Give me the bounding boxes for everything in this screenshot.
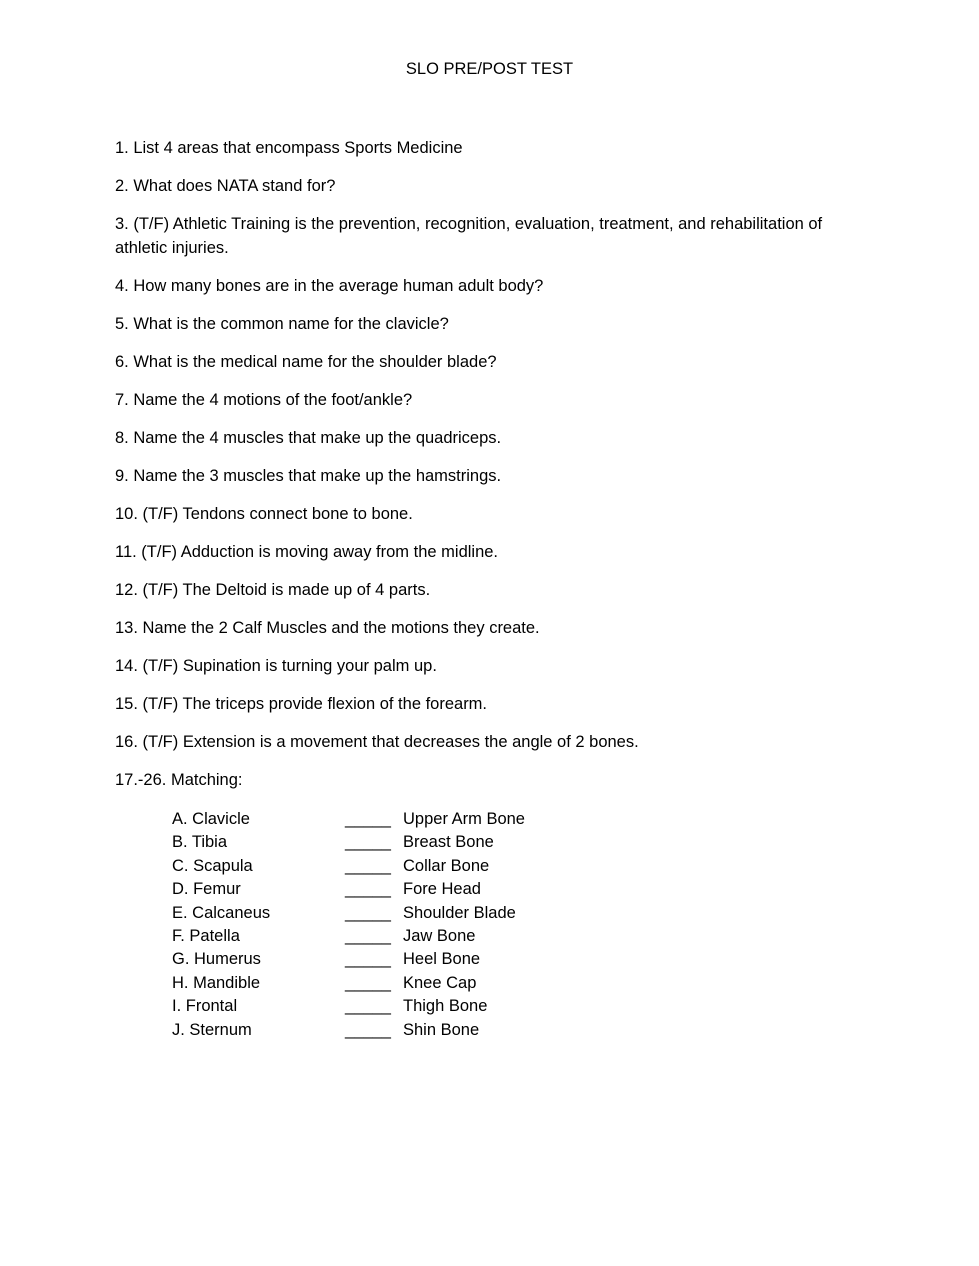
matching-row [172, 948, 672, 971]
question-1: 1. List 4 areas that encompass Sports Medicine [115, 139, 463, 157]
question-5: 5. What is the common name for the clavicle? [115, 315, 449, 333]
question-16: 16. (T/F) Extension is a movement that decreases the angle of 2 bones. [115, 733, 639, 751]
question-12: 12. (T/F) The Deltoid is made up of 4 parts. [115, 581, 431, 599]
answer-blank: _____ [345, 973, 391, 992]
matching-row [172, 855, 672, 878]
matching-row [172, 808, 672, 831]
question-17-26-heading: 17.-26. Matching: [115, 771, 243, 789]
question-15: 15. (T/F) The triceps provide flexion of the forearm. [115, 695, 488, 713]
question-7: 7. Name the 4 motions of the foot/ankle? [115, 391, 413, 409]
matching-term: A. Clavicle [172, 810, 250, 828]
matching-definition: Breast Bone [403, 833, 494, 852]
question-2: 2. What does NATA stand for? [115, 177, 336, 195]
question-13: 13. Name the 2 Calf Muscles and the motions they create. [115, 619, 540, 637]
matching-row [172, 972, 672, 995]
matching-row [172, 925, 672, 948]
matching-row [172, 1019, 672, 1042]
question-10: 10. (T/F) Tendons connect bone to bone. [115, 505, 413, 523]
answer-blank: _____ [345, 856, 391, 875]
answer-blank: _____ [345, 880, 391, 899]
matching-term: J. Sternum [172, 1020, 252, 1039]
matching-section [172, 808, 672, 1042]
answer-blank: _____ [345, 926, 391, 945]
matching-row [172, 902, 672, 925]
matching-term: D. Femur [172, 880, 241, 899]
matching-definition: Upper Arm Bone [403, 810, 525, 828]
question-4: 4. How many bones are in the average human adult body? [115, 277, 544, 295]
matching-definition: Jaw Bone [403, 926, 476, 945]
matching-term: F. Patella [172, 926, 240, 945]
answer-blank: _____ [345, 810, 391, 828]
answer-blank: _____ [345, 1020, 391, 1039]
answer-blank: _____ [345, 903, 391, 922]
question-list [115, 136, 875, 806]
matching-definition: Heel Bone [403, 950, 481, 969]
question-9: 9. Name the 3 muscles that make up the hamstrings. [115, 467, 502, 485]
matching-term: G. Humerus [172, 950, 261, 969]
question-14: 14. (T/F) Supination is turning your palm up. [115, 657, 437, 675]
page-title: SLO PRE/POST TEST [405, 60, 574, 78]
question-8: 8. Name the 4 muscles that make up the quadriceps. [115, 429, 502, 447]
matching-definition: Knee Cap [403, 973, 477, 992]
matching-term: I. Frontal [172, 997, 238, 1016]
question-6: 6. What is the medical name for the shoulder blade? [115, 353, 497, 371]
answer-blank: _____ [345, 833, 391, 852]
question-11: 11. (T/F) Adduction is moving away from the midline. [115, 543, 499, 561]
matching-definition: Collar Bone [403, 856, 490, 875]
matching-row [172, 831, 672, 854]
matching-term: H. Mandible [172, 973, 261, 992]
matching-definition: Shin Bone [403, 1020, 480, 1039]
matching-term: B. Tibia [172, 833, 228, 852]
matching-term: E. Calcaneus [172, 903, 271, 922]
answer-blank: _____ [345, 997, 391, 1016]
matching-definition: Shoulder Blade [403, 903, 516, 922]
answer-blank: _____ [345, 950, 391, 969]
question-3: 3. (T/F) Athletic Training is the prevention, recognition, evaluation, treatment, and rehabilitation of athletic injuries. [115, 215, 823, 257]
matching-definition: Fore Head [403, 880, 481, 899]
matching-row [172, 878, 672, 901]
matching-term: C. Scapula [172, 856, 253, 875]
matching-row [172, 995, 672, 1018]
matching-definition: Thigh Bone [403, 997, 488, 1016]
